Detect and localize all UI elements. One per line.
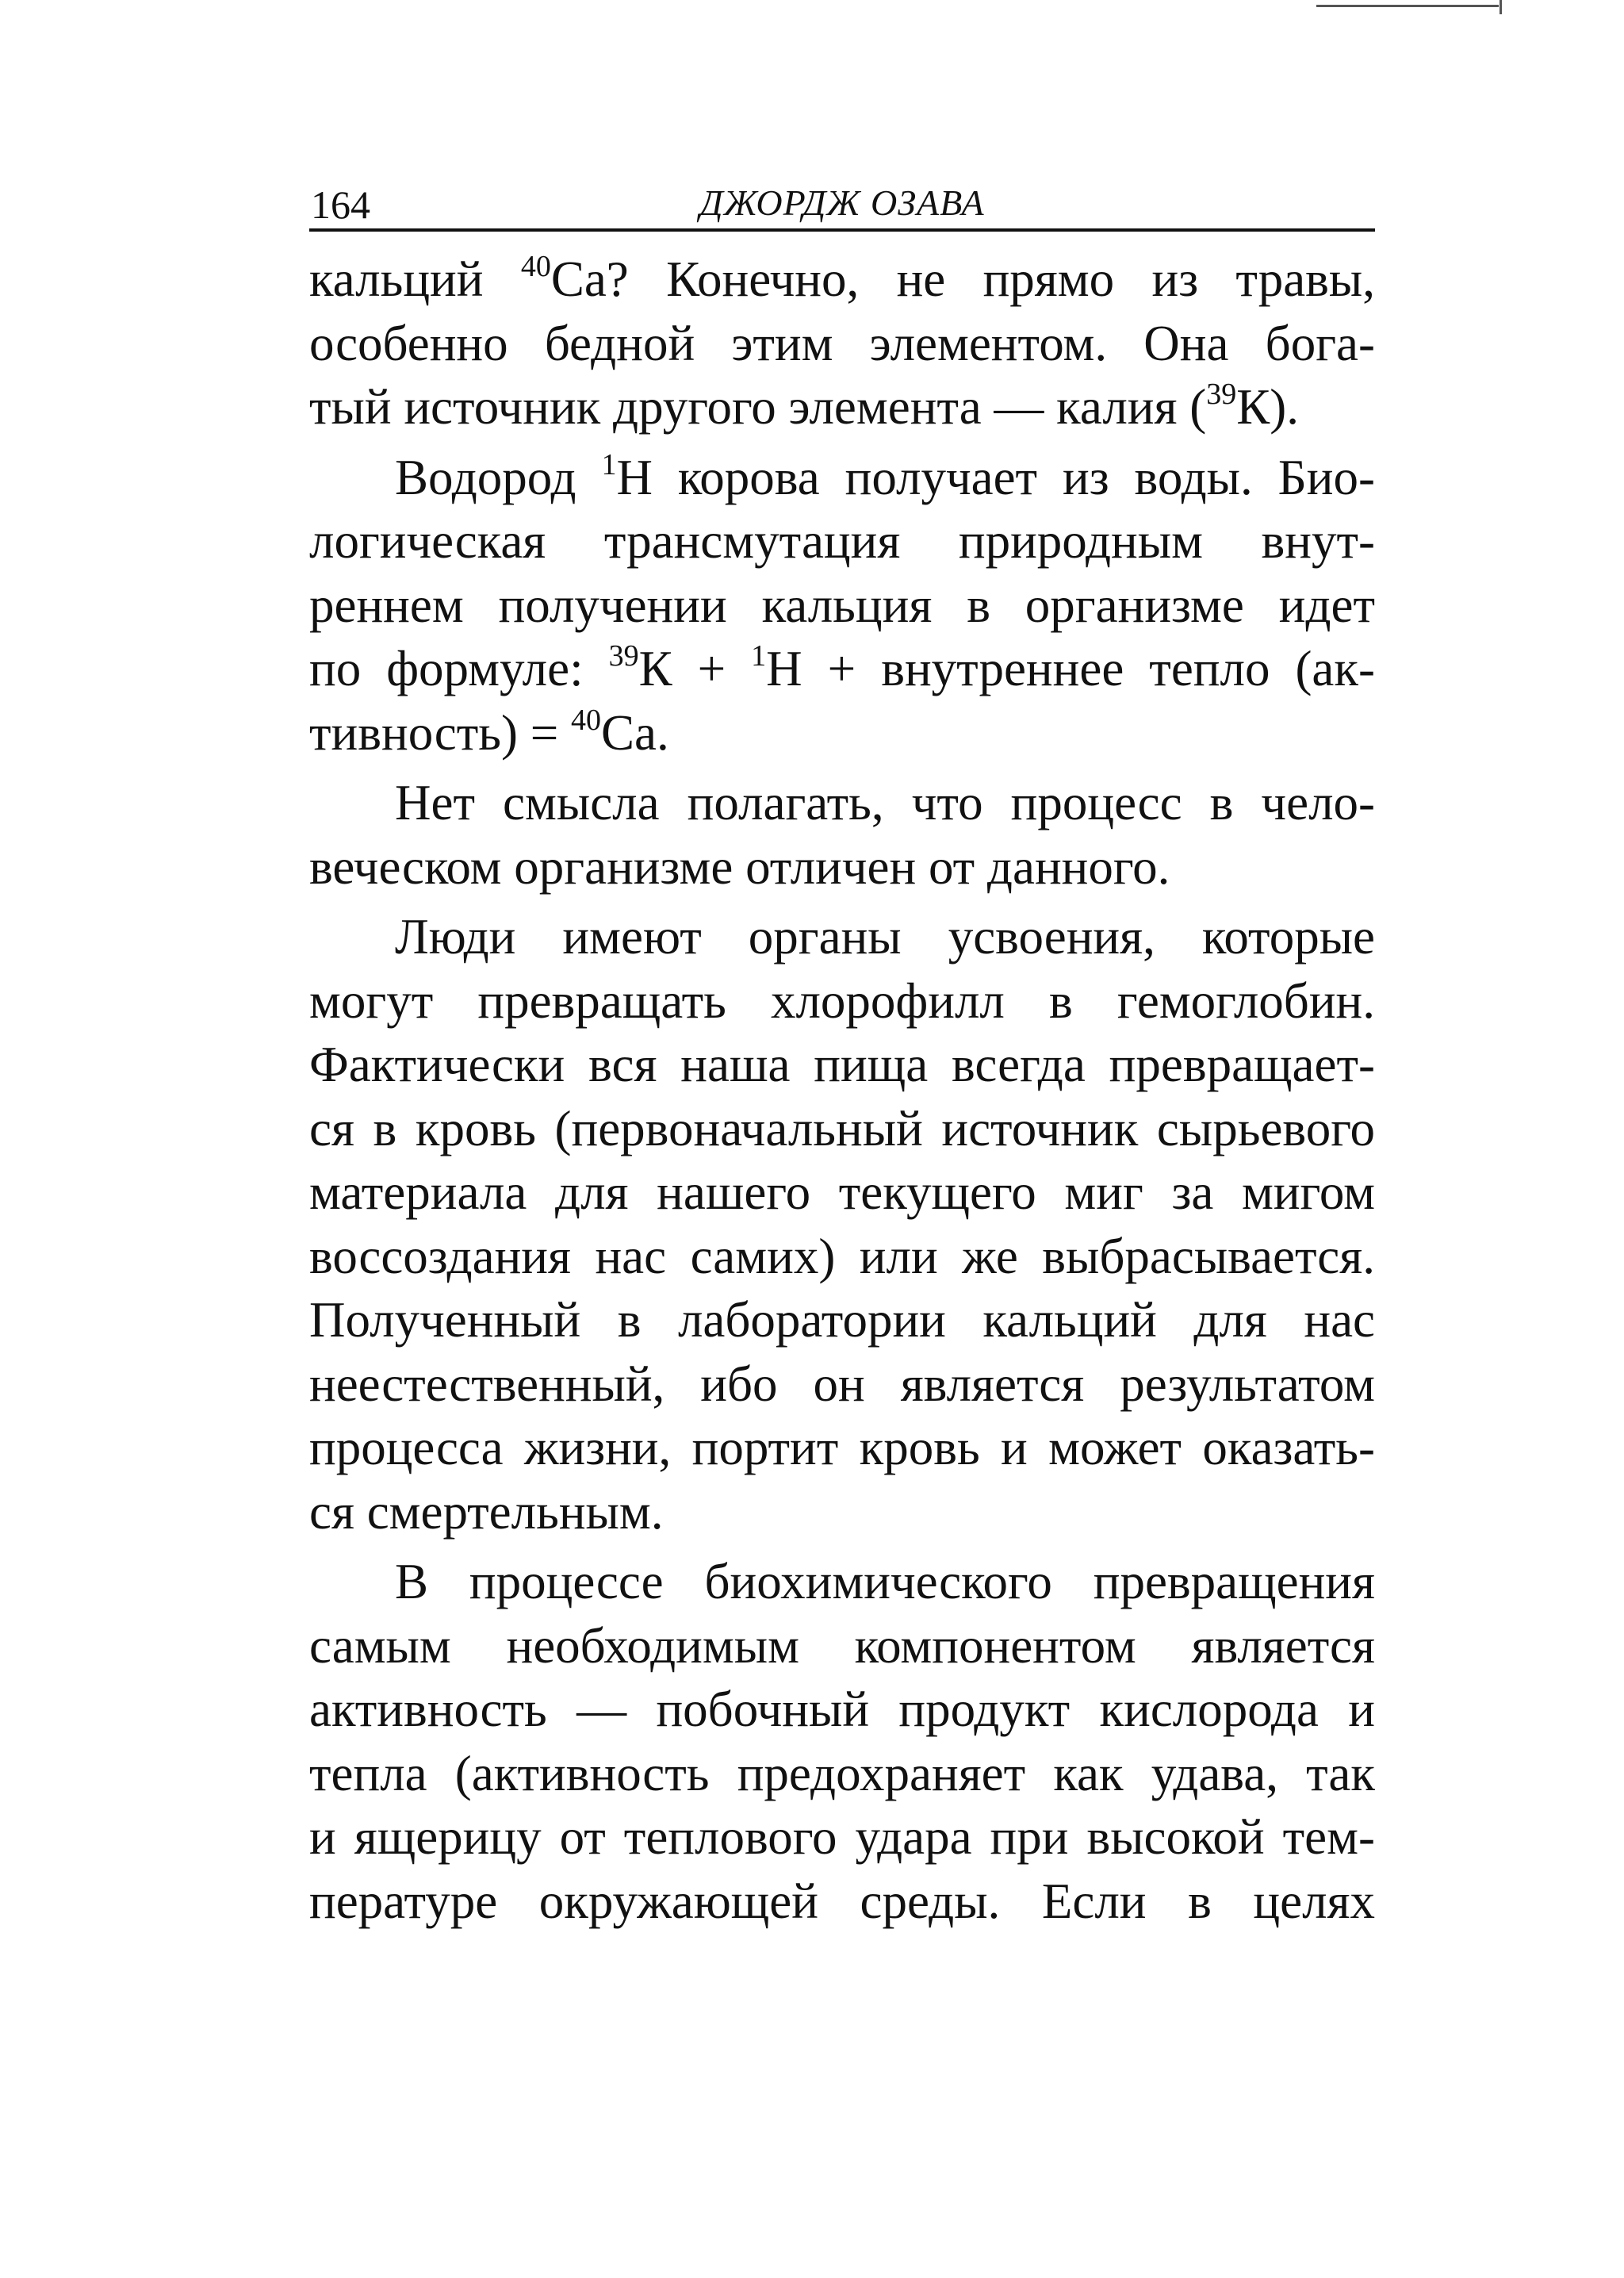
text-line: [309, 1550, 1375, 1614]
text-line: [309, 1352, 1375, 1417]
text-line: [309, 375, 1375, 439]
text-line: [309, 835, 1375, 899]
page-header: [309, 181, 1375, 232]
text-run: Н корова получает из воды. Био-: [616, 449, 1376, 505]
scan-corner-mark: [1316, 0, 1499, 7]
paragraph: [309, 247, 1375, 439]
text-run: Фактически вся наша пища всегда превращает-: [309, 1037, 1375, 1092]
text-run: ся смертельным.: [309, 1483, 664, 1540]
text-line: [309, 701, 1375, 765]
text-line: [309, 771, 1375, 835]
text-line: [309, 312, 1375, 376]
text-line: [309, 247, 1375, 312]
text-run: и ящерицу от теплового удара при высокой тем-: [309, 1809, 1375, 1865]
text-line: [309, 1614, 1375, 1678]
isotope-superscript: 39: [1206, 378, 1237, 411]
text-line: [309, 509, 1375, 573]
text-line: [309, 1160, 1375, 1225]
text-line: [309, 1288, 1375, 1352]
text-run: тый источник другого элемента — калия (: [309, 379, 1207, 435]
text-line: [309, 1805, 1375, 1870]
text-run: по формуле:: [309, 641, 609, 696]
text-line: [309, 1678, 1375, 1742]
text-run: пературе окружающей среды. Если в целях: [309, 1873, 1375, 1929]
text-run: кальций: [309, 251, 521, 307]
text-line: [309, 1870, 1375, 1934]
text-line: [309, 637, 1375, 701]
paragraph: [309, 905, 1375, 1544]
text-line: [309, 1225, 1375, 1289]
paragraph: [309, 1550, 1375, 1933]
text-run: тепла (активность предохраняет как удава, так: [309, 1745, 1375, 1801]
text-line: [309, 446, 1375, 510]
text-line: [309, 1416, 1375, 1480]
text-line: [309, 1480, 1375, 1544]
text-run: К +: [638, 641, 752, 696]
running-head: ДЖОРДЖ ОЗАВА: [699, 182, 985, 223]
text-run: логическая трансмутация природным внут-: [309, 513, 1375, 569]
isotope-superscript: 1: [601, 447, 617, 481]
paragraph: [309, 446, 1375, 765]
isotope-superscript: 40: [571, 703, 602, 737]
text-run: ся в кровь (первоначальный источник сырьевого: [309, 1100, 1375, 1156]
text-run: веческом организме отличен от данного.: [309, 838, 1170, 895]
text-run: Ca.: [601, 704, 669, 761]
page-number: 164: [311, 182, 370, 227]
text-run: Люди имеют органы усвоения, которые: [395, 909, 1375, 965]
text-run: процесса жизни, портит кровь и может оказать-: [309, 1420, 1375, 1475]
text-line: [309, 1033, 1375, 1097]
text-run: тивность) =: [309, 704, 572, 761]
text-run: самым необходимым компонентом является: [309, 1617, 1375, 1674]
isotope-superscript: 40: [520, 250, 551, 283]
text-run: Полученный в лаборатории кальций для нас: [309, 1292, 1375, 1348]
text-line: [309, 573, 1375, 638]
isotope-superscript: 39: [608, 639, 639, 673]
text-run: К).: [1236, 379, 1299, 435]
text-run: активность — побочный продукт кислорода и: [309, 1682, 1375, 1737]
text-run: материала для нашего текущего миг за мигом: [309, 1164, 1375, 1220]
text-line: [309, 905, 1375, 969]
text-run: особенно бедной этим элементом. Она бога-: [309, 315, 1375, 371]
text-line: [309, 969, 1375, 1034]
text-run: Ca? Конечно, не прямо из травы,: [550, 251, 1375, 307]
text-run: могут превращать хлорофилл в гемоглобин.: [309, 972, 1375, 1029]
text-run: Н + внутреннее тепло (ак-: [766, 641, 1375, 696]
text-run: неестественный, ибо он является результатом: [309, 1356, 1375, 1412]
isotope-superscript: 1: [751, 639, 767, 673]
body-text: [309, 247, 1375, 1933]
text-run: реннем получении кальция в организме идет: [309, 577, 1375, 633]
text-line: [309, 1097, 1375, 1161]
paragraph: [309, 771, 1375, 899]
text-run: Нет смысла полагать, что процесс в чело-: [395, 775, 1375, 830]
text-run: воссоздания нас самих) или же выбрасывается.: [309, 1228, 1375, 1284]
text-run: В процессе биохимического превращения: [395, 1554, 1375, 1609]
text-run: Водород: [395, 449, 602, 505]
text-line: [309, 1742, 1375, 1806]
